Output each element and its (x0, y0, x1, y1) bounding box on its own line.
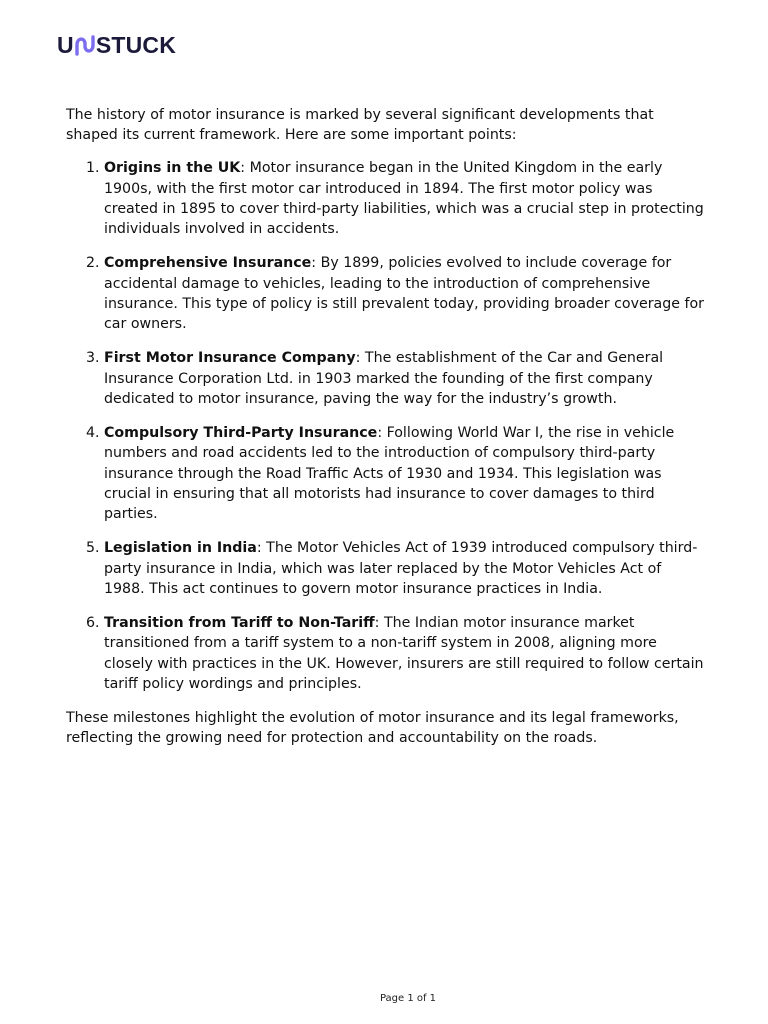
milestones-list (66, 158, 706, 694)
brand-logo-n-mark-icon (74, 34, 96, 56)
list-item (104, 158, 706, 239)
list-item-text: : Following World War I, the rise in vehicle numbers and road accidents led to the introduction of compulsory third-party insurance through the Road Traffic Acts of 1930 and 1934. This legislation was crucial in ensuring that all motorists had insurance to cover damages to third parties. (104, 425, 675, 523)
list-item-title: Compulsory Third-Party Insurance (104, 425, 378, 442)
list-item (104, 253, 706, 334)
list-item-title: First Motor Insurance Company (104, 350, 356, 367)
page-number: Page 1 of 1 (379, 993, 437, 1004)
list-item (104, 348, 706, 409)
intro-paragraph: The history of motor insurance is marked by several significant developments that shaped its current framework. Here are some important points: (66, 107, 654, 144)
list-item-title: Origins in the UK (104, 160, 241, 177)
list-item-text: : The Motor Vehicles Act of 1939 introduced compulsory third-party insurance in India, which was later replaced by the Motor Vehicles Act of 1988. This act continues to govern motor insurance practices in India. (104, 540, 698, 597)
document-body (66, 105, 706, 749)
brand-logo-prefix: U (57, 32, 74, 58)
list-item-text: : Motor insurance began in the United Kingdom in the early 1900s, with the first motor car introduced in 1894. The first motor policy was created in 1895 to cover third-party liabilities, which was a crucial step in protecting individuals involved in accidents. (104, 160, 704, 238)
list-item (104, 538, 706, 599)
list-item-text: : The establishment of the Car and General Insurance Corporation Ltd. in 1903 marked the founding of the first company dedicated to motor insurance, paving the way for the industry’s growth. (104, 350, 664, 407)
brand-logo-suffix: STUCK (95, 32, 177, 58)
list-item (104, 423, 706, 524)
list-item-title: Transition from Tariff to Non-Tariff (104, 615, 375, 632)
list-item-text: : By 1899, policies evolved to include coverage for accidental damage to vehicles, leading to the introduction of comprehensive insurance. This type of policy is still prevalent today, providing broader coverage for car owners. (104, 255, 704, 333)
list-item-title: Legislation in India (104, 540, 257, 557)
list-item-title: Comprehensive Insurance (104, 255, 312, 272)
list-item (104, 613, 706, 694)
list-item-text: : The Indian motor insurance market transitioned from a tariff system to a non-tariff system in 2008, aligning more closely with practices in the UK. However, insurers are still required to follow certain tariff policy wordings and principles. (104, 615, 704, 692)
conclusion-paragraph: These milestones highlight the evolution of motor insurance and its legal frameworks, reflecting the growing need for protection and accountability on the roads. (66, 710, 679, 747)
brand-logo (57, 33, 176, 57)
